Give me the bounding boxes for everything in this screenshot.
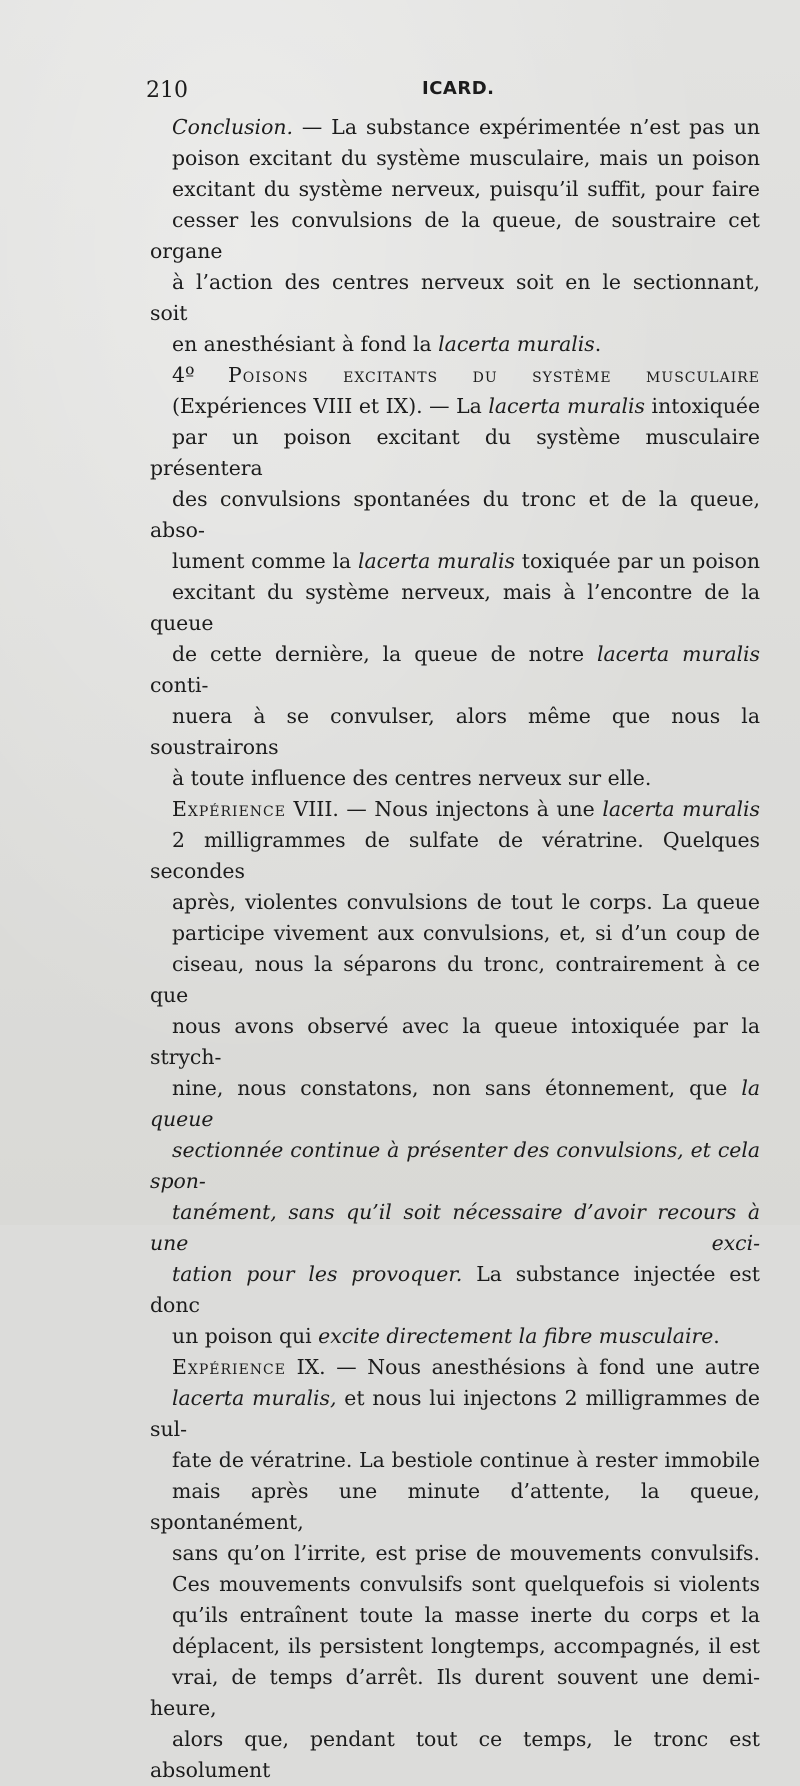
text-run: un poison qui bbox=[172, 1324, 319, 1348]
text-run: Ces mouvements convulsifs sont quelquefois si violents bbox=[172, 1572, 760, 1596]
text-run: cesser les convulsions de la queue, de soustraire cet organe bbox=[150, 208, 760, 263]
italic-text: lacerta muralis bbox=[438, 332, 595, 356]
text-line bbox=[150, 205, 760, 267]
italic-text: lacerta muralis bbox=[357, 549, 515, 573]
text-run: toxiquée par un poison bbox=[514, 549, 760, 573]
italic-text: Conclusion. bbox=[172, 115, 293, 139]
text-line bbox=[150, 1538, 760, 1569]
text-run: en anesthésiant à fond la bbox=[172, 332, 439, 356]
text-run: lument comme la bbox=[172, 549, 358, 573]
text-line bbox=[150, 112, 760, 143]
text-run: et nous lui injectons 2 milligrammes de sul- bbox=[150, 1386, 760, 1441]
text-line bbox=[150, 267, 760, 329]
text-run: excitant du système nerveux, mais à l’encontre de la queue bbox=[150, 580, 760, 635]
italic-text: sectionnée continue à présenter des convulsions, et cela spon- bbox=[150, 1138, 760, 1193]
text-run: à l’action des centres nerveux soit en le sectionnant, soit bbox=[150, 270, 760, 325]
text-line bbox=[150, 1135, 760, 1197]
text-line bbox=[150, 143, 760, 174]
small-caps-text: Expérience bbox=[172, 797, 286, 821]
text-run: fate de vératrine. La bestiole continue à rester immobile bbox=[172, 1448, 760, 1472]
text-run: poison excitant du système musculaire, mais un poison bbox=[172, 146, 760, 170]
text-run: excitant du système nerveux, puisqu’il suffit, pour faire bbox=[172, 177, 760, 201]
text-run: nine, nous constatons, non sans étonnement, que bbox=[172, 1076, 742, 1100]
text-run: 4º bbox=[172, 363, 229, 387]
text-line bbox=[150, 1476, 760, 1538]
text-line bbox=[150, 1259, 760, 1321]
text-run: déplacent, ils persistent longtemps, accompagnés, il est bbox=[172, 1634, 760, 1658]
text-run: de cette dernière, la queue de notre bbox=[172, 642, 597, 666]
text-run: conti- bbox=[150, 673, 209, 697]
page-header bbox=[146, 72, 766, 108]
text-line bbox=[150, 1197, 760, 1259]
text-run: alors que, pendant tout ce temps, le tronc est absolument bbox=[150, 1727, 760, 1782]
text-line bbox=[150, 1724, 760, 1786]
italic-text: lacerta muralis bbox=[602, 797, 761, 821]
italic-text: lacerta muralis bbox=[488, 394, 646, 418]
text-line bbox=[150, 639, 760, 701]
text-run: participe vivement aux convulsions, et, si d’un coup de bbox=[172, 921, 760, 945]
text-line bbox=[150, 1600, 760, 1631]
text-run: sans qu’on l’irrite, est prise de mouvements convulsifs. bbox=[172, 1541, 760, 1565]
text-run: . bbox=[594, 332, 602, 356]
text-line bbox=[150, 949, 760, 1011]
text-line bbox=[150, 918, 760, 949]
text-line bbox=[150, 1662, 760, 1724]
italic-text: tation pour les provoquer. bbox=[172, 1262, 463, 1286]
paragraph bbox=[150, 112, 760, 360]
text-run: (Expériences VIII et IX). — La bbox=[172, 394, 489, 418]
text-run: qu’ils entraînent toute la masse inerte du corps et la bbox=[172, 1603, 760, 1627]
text-line bbox=[150, 546, 760, 577]
running-head: ICARD. bbox=[422, 78, 495, 99]
italic-text: la queue bbox=[150, 1076, 760, 1131]
text-run: 2 milligrammes de sulfate de vératrine. Quelques secondes bbox=[150, 828, 760, 883]
text-line bbox=[150, 422, 760, 484]
text-run: La substance injectée est donc bbox=[150, 1262, 760, 1317]
text-line bbox=[150, 391, 760, 422]
text-run: nuera à se convulser, alors même que nous la soustrairons bbox=[150, 704, 760, 759]
text-line bbox=[150, 887, 760, 918]
paragraph bbox=[150, 794, 760, 1352]
italic-text: lacerta muralis, bbox=[172, 1386, 337, 1410]
text-run: intoxiquée bbox=[645, 394, 761, 418]
italic-text: excite directement la fibre musculaire bbox=[318, 1324, 714, 1348]
text-line bbox=[150, 577, 760, 639]
text-line bbox=[150, 763, 760, 794]
text-line bbox=[150, 484, 760, 546]
text-run: IX. — Nous anesthésions à fond une autre bbox=[285, 1355, 760, 1379]
text-run: . bbox=[713, 1324, 720, 1348]
paragraph bbox=[150, 1352, 760, 1786]
text-line bbox=[150, 1445, 760, 1476]
text-run: mais après une minute d’attente, la queue, spontanément, bbox=[150, 1479, 760, 1534]
text-run: par un poison excitant du système musculaire présentera bbox=[150, 425, 760, 480]
text-line bbox=[150, 701, 760, 763]
page-number: 210 bbox=[146, 78, 188, 103]
body-text bbox=[150, 112, 760, 1786]
paragraph bbox=[150, 360, 760, 794]
text-run: — La substance expérimentée n’est pas un bbox=[292, 115, 760, 139]
text-line bbox=[150, 1631, 760, 1662]
text-line bbox=[150, 329, 760, 360]
text-line bbox=[150, 1383, 760, 1445]
text-line bbox=[150, 360, 760, 391]
small-caps-text: Expérience bbox=[172, 1355, 286, 1379]
text-line bbox=[150, 794, 760, 825]
text-run: après, violentes convulsions de tout le corps. La queue bbox=[172, 890, 760, 914]
italic-text: lacerta muralis bbox=[596, 642, 760, 666]
text-line bbox=[150, 174, 760, 205]
text-run: vrai, de temps d’arrêt. Ils durent souvent une demi-heure, bbox=[150, 1665, 760, 1720]
text-run: nous avons observé avec la queue intoxiquée par la strych- bbox=[150, 1014, 760, 1069]
text-line bbox=[150, 1073, 760, 1135]
text-line bbox=[150, 1321, 760, 1352]
italic-text: tanément, sans qu’il soit nécessaire d’avoir recours à une exci- bbox=[150, 1200, 760, 1255]
text-run: VIII. — Nous injectons à une bbox=[285, 797, 603, 821]
text-run: ciseau, nous la séparons du tronc, contrairement à ce que bbox=[150, 952, 760, 1007]
small-caps-text: Poisons excitants du système musculaire bbox=[228, 363, 760, 387]
text-run: à toute influence des centres nerveux sur elle. bbox=[172, 766, 652, 790]
text-line bbox=[150, 1569, 760, 1600]
text-line bbox=[150, 825, 760, 887]
text-run: des convulsions spontanées du tronc et de la queue, abso- bbox=[150, 487, 760, 542]
text-line bbox=[150, 1011, 760, 1073]
text-line bbox=[150, 1352, 760, 1383]
